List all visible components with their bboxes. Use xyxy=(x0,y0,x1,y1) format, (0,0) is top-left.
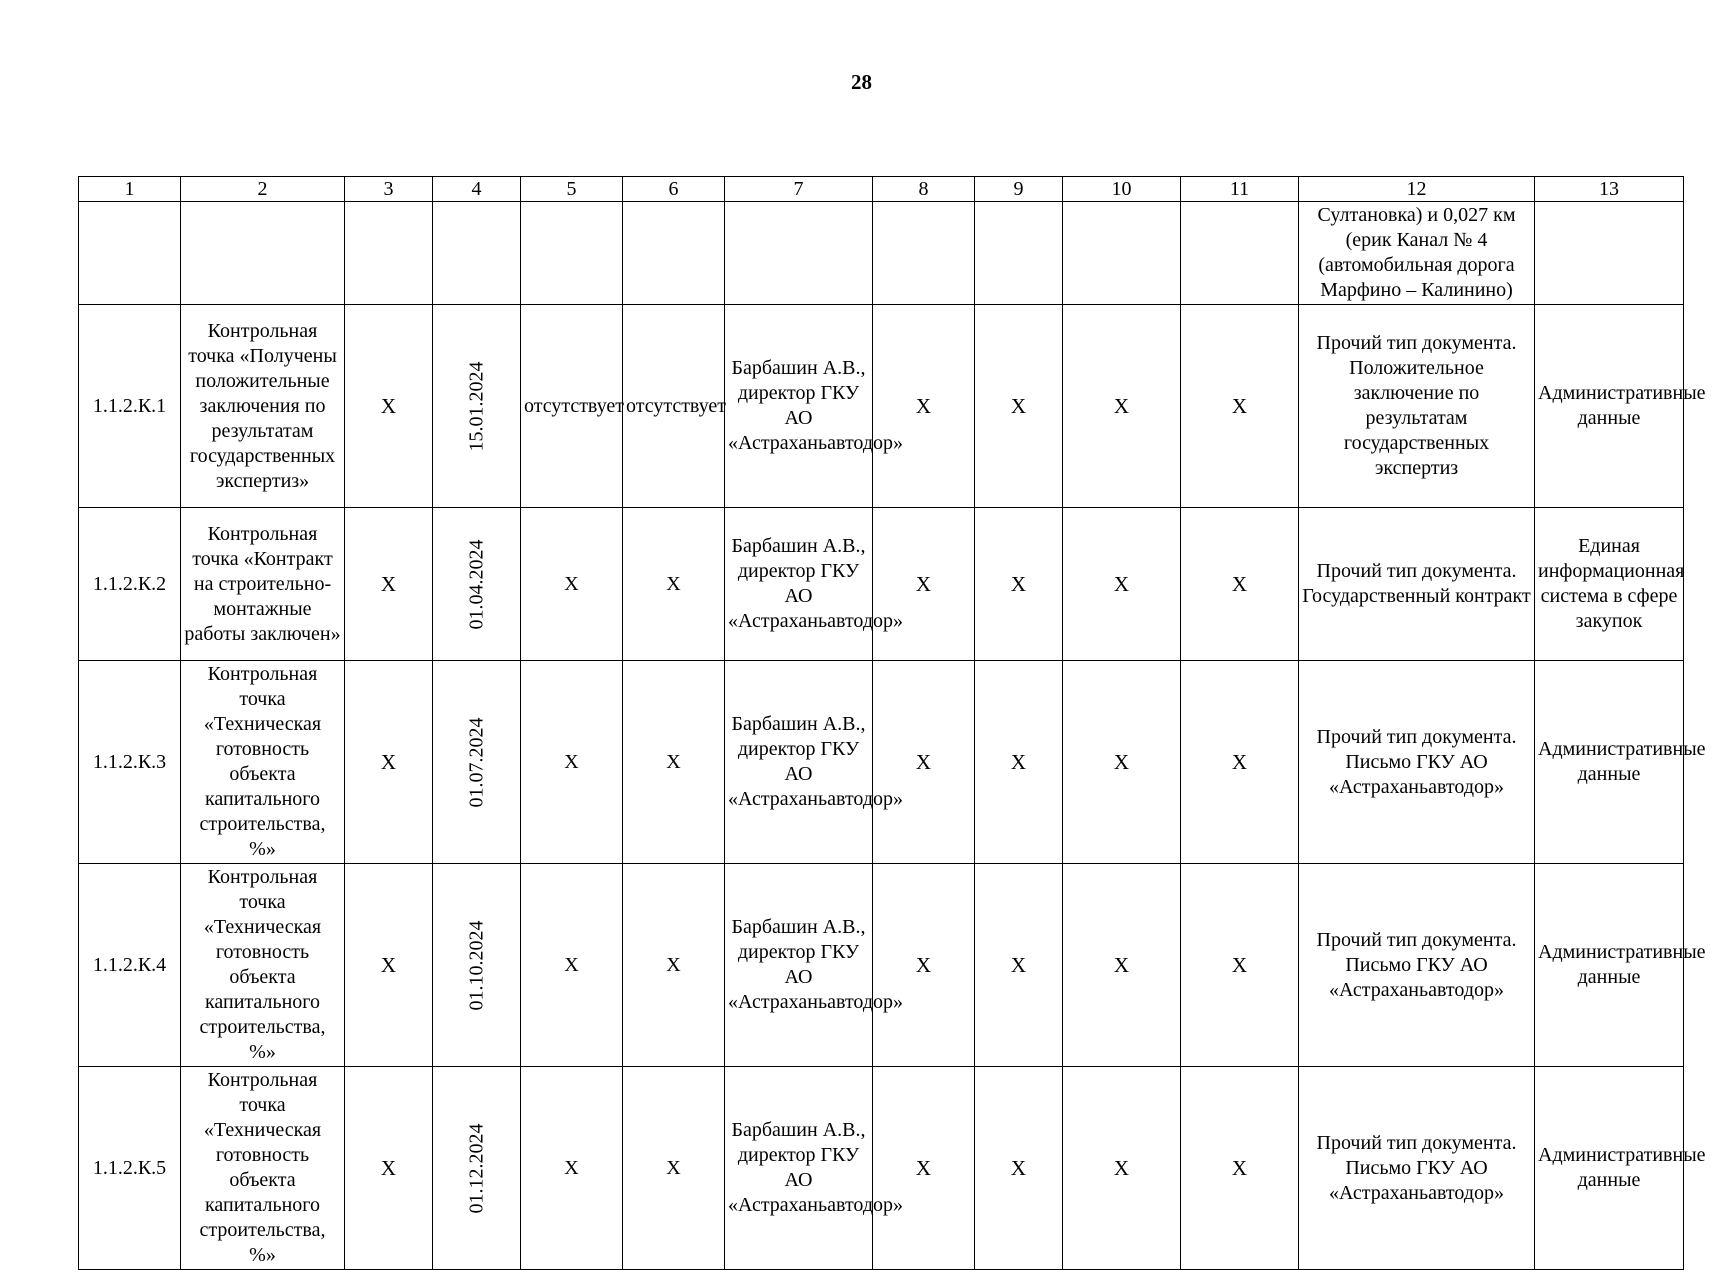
table-row xyxy=(79,1067,1684,1270)
cell-col9: X xyxy=(975,508,1063,661)
page-number: 28 xyxy=(851,70,872,94)
cell-col5: X xyxy=(521,1067,623,1270)
document-type-cell: Султановка) и 0,027 км (ерик Канал № 4 (автомобильная дорога Марфино – Калинино) xyxy=(1299,202,1535,305)
date-cell xyxy=(433,1067,521,1270)
document-type: Прочий тип документа. Письмо ГКУ АО «Астраханьавтодор» xyxy=(1299,1067,1535,1270)
date-cell xyxy=(433,508,521,661)
cell-col11: X xyxy=(1181,661,1299,864)
cell-col3: X xyxy=(345,864,433,1067)
column-header: 3 xyxy=(345,177,433,202)
date-value: 01.12.2024 xyxy=(465,1123,487,1213)
column-header: 1 xyxy=(79,177,181,202)
cell-col10: X xyxy=(1063,305,1181,508)
control-point-name: Контрольная точка «Техническая готовность объекта капитального строительства, %» xyxy=(181,864,345,1067)
column-number-row xyxy=(79,177,1684,202)
cell-col10: X xyxy=(1063,1067,1181,1270)
responsible-person: Барбашин А.В., директор ГКУ АО «Астраханьавтодор» xyxy=(725,864,873,1067)
control-point-name: Контрольная точка «Получены положительные заключения по результатам государственных экспертиз» xyxy=(181,305,345,508)
date-value: 15.01.2024 xyxy=(465,361,487,451)
control-point-code: 1.1.2.К.2 xyxy=(79,508,181,661)
continuation-row xyxy=(79,202,1684,305)
data-source: Административные данные xyxy=(1535,1067,1684,1270)
responsible-person: Барбашин А.В., директор ГКУ АО «Астраханьавтодор» xyxy=(725,1067,873,1270)
table-row xyxy=(79,661,1684,864)
cell-col5: X xyxy=(521,508,623,661)
responsible-person: Барбашин А.В., директор ГКУ АО «Астраханьавтодор» xyxy=(725,661,873,864)
cell-col8: X xyxy=(873,305,975,508)
document-type: Прочий тип документа. Государственный контракт xyxy=(1299,508,1535,661)
column-header: 7 xyxy=(725,177,873,202)
cell-col5: X xyxy=(521,864,623,1067)
control-point-code: 1.1.2.К.5 xyxy=(79,1067,181,1270)
control-point-name: Контрольная точка «Контракт на строительно-монтажные работы заключен» xyxy=(181,508,345,661)
control-point-code: 1.1.2.К.3 xyxy=(79,661,181,864)
date-value: 01.07.2024 xyxy=(465,717,487,807)
control-point-name: Контрольная точка «Техническая готовность объекта капитального строительства, %» xyxy=(181,661,345,864)
table-row xyxy=(79,305,1684,508)
document-type: Прочий тип документа. Положительное заключение по результатам государственных экспертиз xyxy=(1299,305,1535,508)
cell-col9: X xyxy=(975,305,1063,508)
responsible-person: Барбашин А.В., директор ГКУ АО «Астраханьавтодор» xyxy=(725,305,873,508)
date-cell xyxy=(433,864,521,1067)
control-points-table xyxy=(78,176,1706,1270)
data-source: Административные данные xyxy=(1535,661,1684,864)
cell-col8: X xyxy=(873,1067,975,1270)
cell-col5: отсутствует xyxy=(521,305,623,508)
cell-col11: X xyxy=(1181,305,1299,508)
cell-col10: X xyxy=(1063,661,1181,864)
control-point-name: Контрольная точка «Техническая готовность объекта капитального строительства, %» xyxy=(181,1067,345,1270)
responsible-person: Барбашин А.В., директор ГКУ АО «Астраханьавтодор» xyxy=(725,508,873,661)
date-cell xyxy=(433,305,521,508)
column-header: 8 xyxy=(873,177,975,202)
cell-col10: X xyxy=(1063,864,1181,1067)
column-header: 4 xyxy=(433,177,521,202)
data-source: Единая информационная система в сфере закупок xyxy=(1535,508,1684,661)
cell-col11: X xyxy=(1181,508,1299,661)
cell-col6: X xyxy=(623,864,725,1067)
cell-col3: X xyxy=(345,305,433,508)
cell-col9: X xyxy=(975,661,1063,864)
cell-col3: X xyxy=(345,661,433,864)
cell-col9: X xyxy=(975,864,1063,1067)
cell-col8: X xyxy=(873,661,975,864)
column-header: 2 xyxy=(181,177,345,202)
data-source: Административные данные xyxy=(1535,864,1684,1067)
cell-col11: X xyxy=(1181,864,1299,1067)
cell-col11: X xyxy=(1181,1067,1299,1270)
column-header: 12 xyxy=(1299,177,1535,202)
column-header: 11 xyxy=(1181,177,1299,202)
data-source: Административные данные xyxy=(1535,305,1684,508)
column-header: 13 xyxy=(1535,177,1684,202)
column-header: 6 xyxy=(623,177,725,202)
date-cell xyxy=(433,661,521,864)
control-point-code: 1.1.2.К.1 xyxy=(79,305,181,508)
table-row xyxy=(79,864,1684,1067)
cell-col3: X xyxy=(345,1067,433,1270)
column-header: 10 xyxy=(1063,177,1181,202)
cell-col5: X xyxy=(521,661,623,864)
cell-col6: X xyxy=(623,508,725,661)
document-type: Прочий тип документа. Письмо ГКУ АО «Астраханьавтодор» xyxy=(1299,864,1535,1067)
document-type: Прочий тип документа. Письмо ГКУ АО «Астраханьавтодор» xyxy=(1299,661,1535,864)
column-header: 5 xyxy=(521,177,623,202)
column-header: 9 xyxy=(975,177,1063,202)
cell-col6: X xyxy=(623,1067,725,1270)
cell-col3: X xyxy=(345,508,433,661)
date-value: 01.10.2024 xyxy=(465,920,487,1010)
control-point-code: 1.1.2.К.4 xyxy=(79,864,181,1067)
cell-col6: отсутствует xyxy=(623,305,725,508)
cell-col10: X xyxy=(1063,508,1181,661)
date-value: 01.04.2024 xyxy=(465,539,487,629)
cell-col9: X xyxy=(975,1067,1063,1270)
cell-col8: X xyxy=(873,864,975,1067)
cell-col6: X xyxy=(623,661,725,864)
cell-col8: X xyxy=(873,508,975,661)
table-row xyxy=(79,508,1684,661)
